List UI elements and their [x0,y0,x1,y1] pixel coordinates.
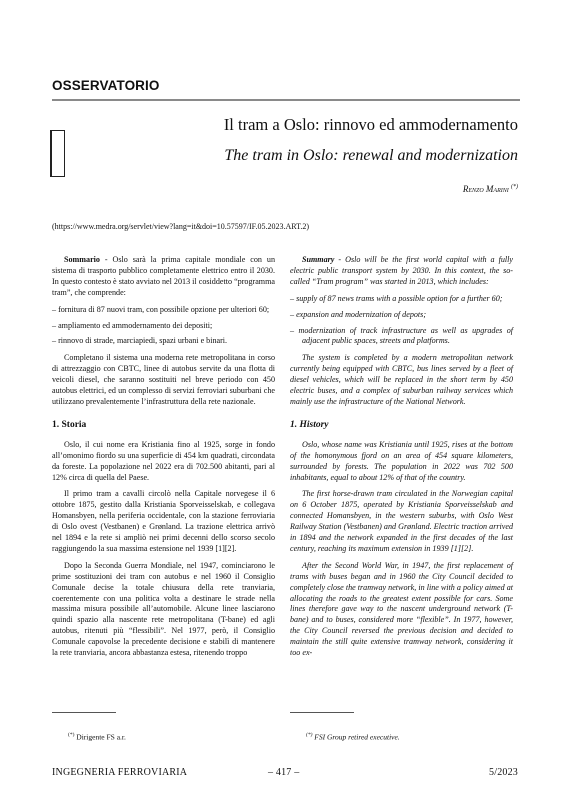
title-frame-bracket [50,130,65,177]
footer-issue: 5/2023 [489,767,518,778]
footer-page-number: – 417 – [268,767,300,778]
section-tag: OSSERVATORIO [52,78,160,93]
list-item: – supply of 87 news trams with a possible option for a further 60; [290,293,503,303]
doi-url[interactable]: (https://www.medra.org/servlet/view?lang=it&doi=10.57597/IF.05.2023.ART.2) [52,222,310,231]
column-italian [52,255,275,665]
footnote-left [68,732,126,742]
summary-list-en [290,294,513,348]
footnote-rule-left [52,712,116,713]
list-item: – fornitura di 87 nuovi tram, con possibile opzione per ulteriori 60; [52,304,270,314]
footnote-text: FSI Group retired executive. [314,732,400,742]
summary-label-it: Sommario [64,255,100,264]
summary-text-en: - Oslo will be the first world capital with a fully electric public transport system by 2030. In this context, the so-called “Tram program” was started in 2013, which includes: [290,255,513,286]
list-item: – rinnovo di strade, marciapiedi, spazi urbani e binari. [52,336,228,346]
list-item: – expansion and modernization of depots; [290,309,427,319]
author [463,184,518,194]
footer-journal: INGEGNERIA FERROVIARIA [52,767,188,778]
author-footnote-mark: (*) [511,184,518,190]
heading-history: 1. History [290,419,329,430]
list-item: – modernization of track infrastructure as well as upgrades of adjacent public spaces, streets and platforms. [290,325,513,346]
footnote-rule-right [290,712,354,713]
footnote-right [306,732,400,742]
summary-label-en: Summary [302,255,335,264]
title-italian: Il tram a Oslo: rinnovo ed ammodernamento [223,115,518,134]
author-name: Renzo Marini [462,184,509,194]
summary-it [52,255,275,299]
summary-en [290,255,513,288]
footnote-mark: (*) [306,732,313,738]
column-english [290,255,513,665]
summary-p2-en: The system is completed by a modern metropolitan network currently being equipped with CBTC, bus lines served by a fleet of diesel vehicles, which will be replaced in the short term by 450 electric buses, and a complex of suburban railway services which mainly use the infrastructure of the National Network. [290,353,513,406]
paragraph: Oslo, il cui nome era Kristiania fino al 1925, sorge in fondo all’omonimo fiordo su una superficie di 454 km quadrati, circondata da foreste. La popolazione nel 2022 era di 702.500 abitanti, pari al 12% circa di quella del Paese. [52,439,275,482]
paragraph: Il primo tram a cavalli circolò nella Capitale norvegese il 6 ottobre 1875, gestito dalla Kristiania Sporveisselskab, e collegava Homansbyen, nella periferia occidentale, con la stazione ferroviaria di Oslo ovest (Vestbanen) e Grønland. La trazione elettrica arrivò nel 1894 e la rete si ampliò nei primi decenni dello scorso secolo raggiungendo la sua massima estensione nel 1939 [1][2]. [52,489,275,553]
title-frame-left [50,130,52,177]
header-rule [52,99,520,101]
summary-list-it [52,305,275,348]
summary-p2-it: Completano il sistema una moderna rete metropolitana in corso di attrezzaggio con CBTC, linee di autobus servite da una flotta di veicoli diesel, che saranno sostituiti nel breve periodo con 450 autobus elettrici, ed un complesso di servizi ferroviari suburbani che utilizzano prevalentemente l’infrastruttura della rete nazionale. [52,353,275,406]
list-item: – ampliamento ed ammodernamento dei depositi; [52,320,213,330]
paragraph: Dopo la Seconda Guerra Mondiale, nel 1947, cominciarono le prime sostituzioni dei tram con autobus e nel 1960 il Consiglio Comunale decise la totale chiusura della rete tranviaria, coerentemente con una politica volta a destinare le strade nella massima misura possibile all’automobile. Alcune linee lasciarono quindi spazio alla nascente rete metropolitana (T-bane) ed agli autobus, ritenuti più “flessibili”. Nel 1977, però, il Consiglio Comunale capovolse la precedente decisione e stabilì di mantenere la rete tranviaria, ancora abbastanza estesa, ritenendo troppo [52,560,275,658]
footnote-mark: (*) [68,732,75,738]
paragraph: After the Second World War, in 1947, the first replacement of trams with buses began and in 1960 the City Council decided to completely close the tramway network, in line with a policy aimed at allocating the roads to the greatest extent possible for cars. Some lines therefore gave way to the nascent underground network (T-bane) and to buses, considered more “flexible”. In 1977, however, the City Council reversed the previous decision and decided to maintain the still quite extensive tramway network, considering it too ex- [290,560,513,658]
paragraph: Oslo, whose name was Kristiania until 1925, rises at the bottom of the homonymous fjord on an area of 454 square kilometers, surrounded by forests. The population in 2022 was 702 500 inhabitants, equal to about 12% of that of the country. [290,439,513,482]
title-english: The tram in Oslo: renewal and modernization [224,147,518,164]
paragraph: The first horse-drawn tram circulated in the Norwegian capital on 6 October 1875, operated by Kristiania Sporveisselskab and connected Homansbyen, in the western suburbs, with Oslo West Railway Station (Vestbanen) and Grønland. Electric traction arrived in 1894 and the network expanded in the first decades of the last century, reaching its maximum extension in 1939 [1][2]. [290,489,513,553]
summary-text-it: - Oslo sarà la prima capitale mondiale con un sistema di trasporto pubblico completamente elettrico entro il 2030. In questo contesto è stato avviato nel 2013 il cosiddetto “programma tram”, che comprende: [52,255,275,297]
footnote-text: Dirigente FS a.r. [76,732,126,742]
heading-storia: 1. Storia [52,419,87,430]
